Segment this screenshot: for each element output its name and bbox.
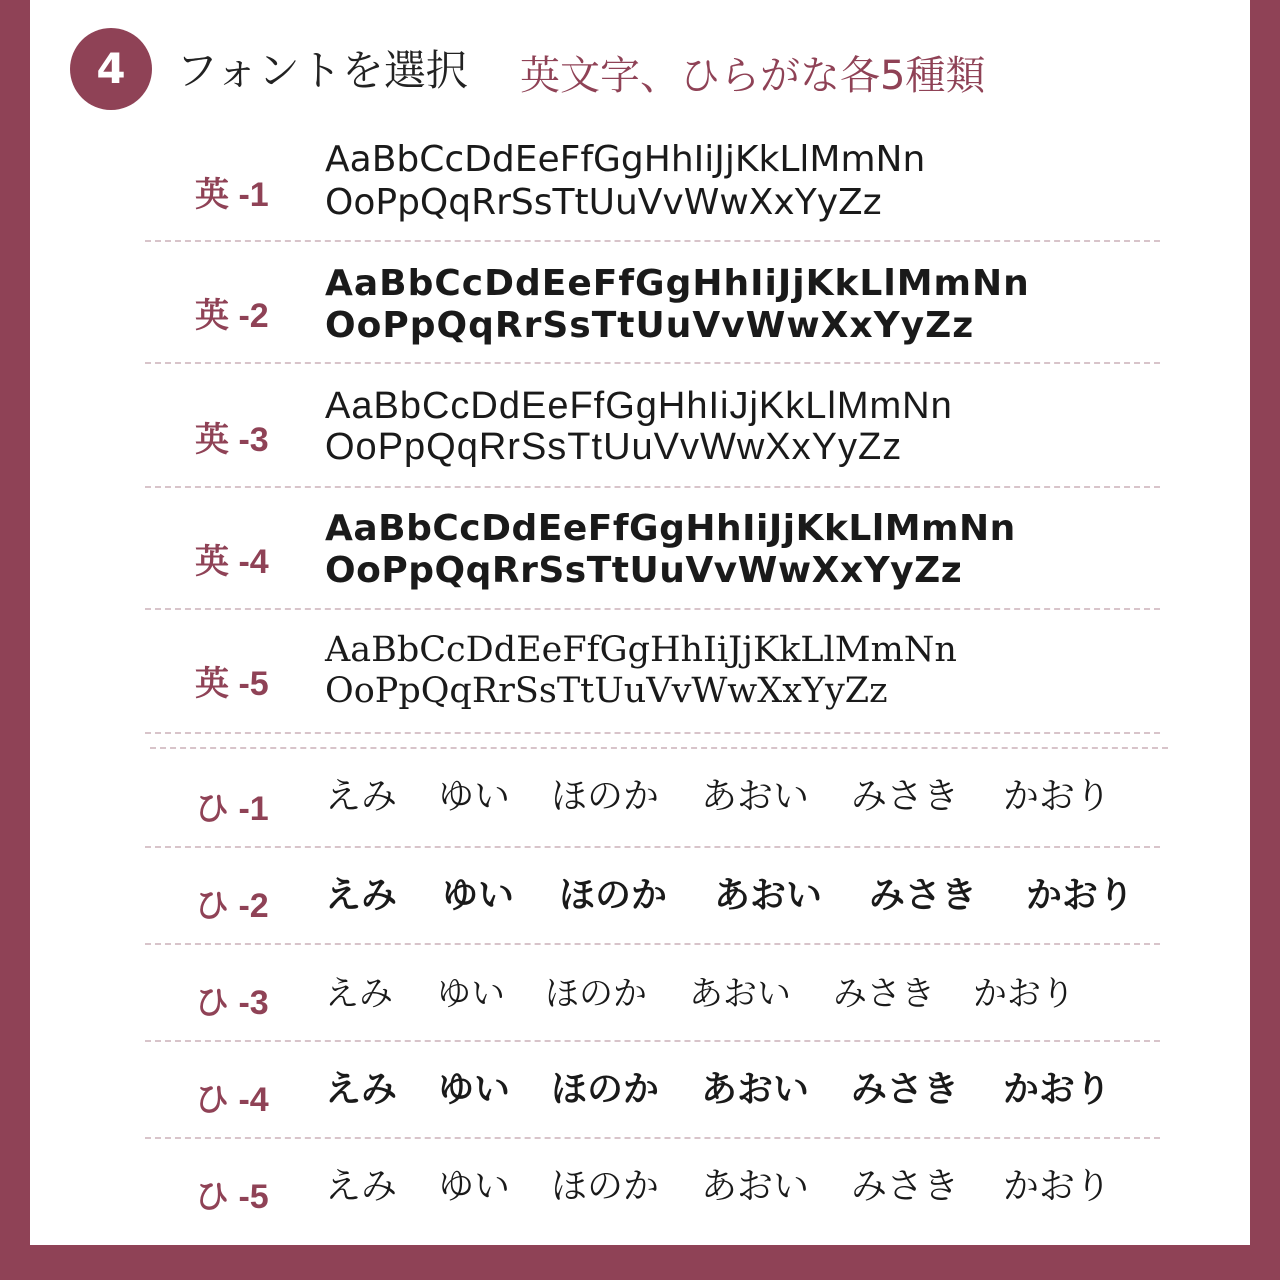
sample-word: えみ <box>325 974 393 1014</box>
english-font-row-5[interactable] <box>145 608 1160 734</box>
hiragana-font-row-1[interactable] <box>145 750 1160 848</box>
sample-word: ゆい <box>438 1166 511 1207</box>
font-sample-line-2: OoPpQqRrSsTtUuVvWwXxYyZz <box>325 305 975 346</box>
step-number-badge: 4 <box>70 28 152 110</box>
sample-word: みさき <box>869 875 978 916</box>
sample-word: ゆい <box>437 974 505 1014</box>
sample-word: みさき <box>851 776 960 817</box>
sample-word: かおり <box>1003 776 1112 817</box>
section-subtitle: 英文字、ひらがな各5種類 <box>520 53 986 99</box>
english-font-row-1[interactable] <box>145 130 1160 242</box>
sample-word: ゆい <box>438 776 511 817</box>
english-font-row-4[interactable] <box>145 486 1160 610</box>
font-sample-words <box>325 875 1135 916</box>
hiragana-font-row-4[interactable] <box>145 1040 1160 1139</box>
hiragana-font-row-3[interactable] <box>145 943 1160 1042</box>
hiragana-font-row-5[interactable] <box>145 1137 1160 1234</box>
sample-word: えみ <box>325 776 398 817</box>
font-label: 英 -4 <box>195 543 269 581</box>
section-divider <box>150 747 1168 749</box>
font-label: 英 -1 <box>195 176 269 214</box>
sample-word: みさき <box>851 1069 960 1110</box>
sample-word: あおい <box>701 1069 810 1110</box>
font-label: ひ -1 <box>195 790 269 828</box>
sample-word: えみ <box>325 875 398 916</box>
english-font-row-3[interactable] <box>145 362 1160 488</box>
font-sample-words <box>325 1166 1112 1207</box>
font-sample-line-2: OoPpQqRrSsTtUuVvWwXxYyZz <box>325 671 888 711</box>
font-label: ひ -5 <box>195 1178 269 1216</box>
font-sample-words <box>325 1069 1112 1110</box>
sample-word: みさき <box>851 1166 960 1207</box>
frame-right-border <box>1250 0 1280 1280</box>
font-label: 英 -2 <box>195 297 269 335</box>
sample-word: ほのか <box>551 1166 660 1207</box>
sample-word: ゆい <box>438 1069 511 1110</box>
sample-word: あおい <box>689 974 791 1014</box>
sample-word: みさき <box>833 974 935 1014</box>
sample-word: ほのか <box>559 875 668 916</box>
sample-word: えみ <box>325 1166 398 1207</box>
sample-word: かおり <box>973 974 1075 1014</box>
font-sample-line-2: OoPpQqRrSsTtUuVvWwXxYyZz <box>325 550 963 591</box>
font-label: 英 -5 <box>195 665 269 703</box>
sample-word: かおり <box>1003 1069 1112 1110</box>
font-label: 英 -3 <box>195 421 269 459</box>
font-sample-line-2: OoPpQqRrSsTtUuVvWwXxYyZz <box>325 426 903 468</box>
sample-word: ほのか <box>545 974 647 1014</box>
english-font-row-2[interactable] <box>145 240 1160 364</box>
font-sample-line-1: AaBbCcDdEeFfGgHhIiJjKkLlMmNn <box>325 385 953 427</box>
font-label: ひ -4 <box>195 1081 269 1119</box>
hiragana-font-row-2[interactable] <box>145 846 1160 945</box>
font-sample-words <box>325 974 1075 1014</box>
sample-word: あおい <box>701 1166 810 1207</box>
frame-bottom-border <box>0 1245 1280 1280</box>
sample-word: かおり <box>1026 875 1135 916</box>
font-label: ひ -2 <box>195 887 269 925</box>
font-sample-line-1: AaBbCcDdEeFfGgHhIiJjKkLlMmNn <box>325 630 957 670</box>
section-title: フォントを選択 <box>176 46 468 95</box>
font-sample-line-1: AaBbCcDdEeFfGgHhIiJjKkLlMmNn <box>325 508 1016 549</box>
sample-word: ほのか <box>551 1069 660 1110</box>
font-sample-line-2: OoPpQqRrSsTtUuVvWwXxYyZz <box>325 182 882 223</box>
sample-word: あおい <box>714 875 823 916</box>
sample-word: ゆい <box>442 875 515 916</box>
sample-word: えみ <box>325 1069 398 1110</box>
font-sample-line-1: AaBbCcDdEeFfGgHhIiJjKkLlMmNn <box>325 139 926 180</box>
sample-word: ほのか <box>551 776 660 817</box>
font-sample-words <box>325 776 1112 817</box>
sample-word: かおり <box>1003 1166 1112 1207</box>
frame-left-border <box>0 0 30 1280</box>
font-label: ひ -3 <box>195 984 269 1022</box>
sample-word: あおい <box>701 776 810 817</box>
font-sample-line-1: AaBbCcDdEeFfGgHhIiJjKkLlMmNn <box>325 263 1030 304</box>
